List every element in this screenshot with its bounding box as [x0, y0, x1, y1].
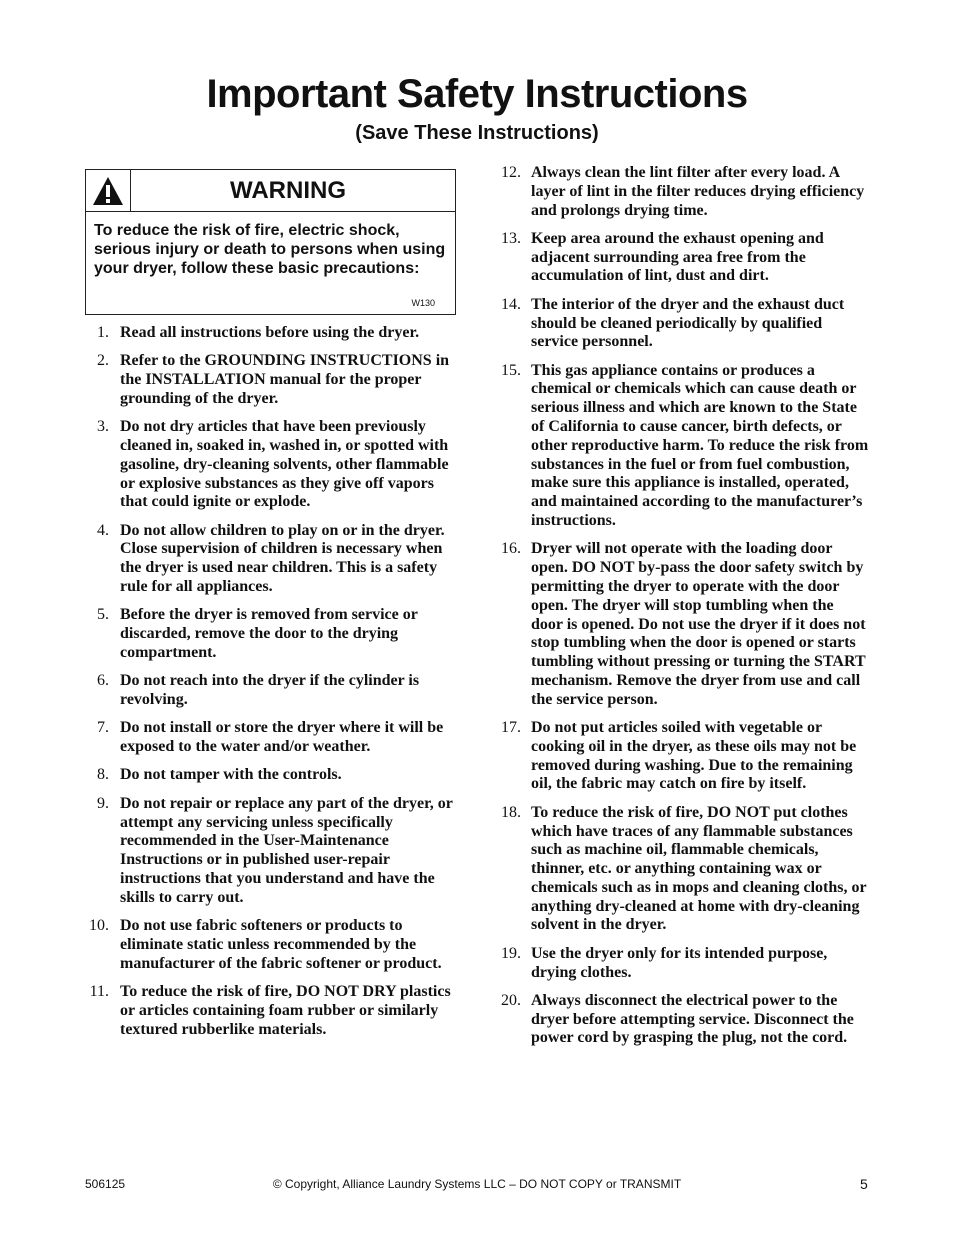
item-number: 14.: [501, 295, 521, 313]
item-number: 4.: [97, 521, 109, 539]
warning-box: [85, 169, 456, 315]
item-text: To reduce the risk of fire, DO NOT put clothes which have traces of any flammable substances such as machine oil, flammable chemicals, thinner, etc. or anything containing wax or chemicals such as in mops and cleaning cloths, or anything dry-cleaned at home with dry-cleaning solvent in the dryer.: [531, 803, 867, 934]
warning-icon-cell: [86, 170, 131, 211]
list-item: [497, 992, 869, 1048]
list-item: [497, 362, 869, 531]
item-text: Dryer will not operate with the loading door open. DO NOT by-pass the door safety switch by permitting the dryer to operate with the door open. The dryer will stop tumbling when the door is opened. Do not use the dryer if it does not stop tumbling when the door is opened or starts tumbling without pressing or turning the START mechanism. Remove the dryer from use and call the service person.: [531, 540, 866, 708]
list-item: [497, 296, 869, 352]
item-text: To reduce the risk of fire, DO NOT DRY plastics or articles containing foam rubber or similarly textured rubberlike materials.: [120, 982, 451, 1038]
page-number: 5: [860, 1176, 868, 1192]
list-item: [85, 352, 458, 408]
item-text: Always disconnect the electrical power to the dryer before attempting service. Disconnect the power cord by grasping the plug, not the cord.: [531, 991, 854, 1047]
item-text: Do not use fabric softeners or products to eliminate static unless recommended by the manufacturer of the fabric softener or product.: [120, 917, 442, 972]
item-number: 15.: [501, 361, 521, 379]
warning-triangle-icon: [91, 175, 125, 207]
document-number: 506125: [85, 1177, 126, 1191]
item-text: Keep area around the exhaust opening and adjacent surrounding area free from the accumulation of lint, dust and dirt.: [531, 229, 824, 285]
item-number: 10.: [89, 917, 109, 935]
item-text: Do not allow children to play on or in the dryer. Close supervision of children is necessary when the dryer is used near children. This is a safety rule for all appliances.: [120, 521, 445, 596]
item-number: 17.: [501, 719, 521, 737]
item-text: Before the dryer is removed from service or discarded, remove the door to the drying compartment.: [120, 606, 418, 661]
item-number: 7.: [97, 719, 109, 737]
item-text: Use the dryer only for its intended purpose, drying clothes.: [531, 944, 828, 981]
instruction-list-left: [85, 324, 458, 1049]
item-number: 3.: [97, 418, 109, 436]
list-item: [497, 719, 869, 794]
warning-code: W130: [411, 298, 435, 308]
list-item: [85, 418, 458, 512]
page-subtitle: (Save These Instructions): [355, 122, 599, 144]
item-number: 12.: [501, 164, 521, 181]
page-title: Important Safety Instructions: [206, 72, 748, 116]
list-item: [497, 164, 869, 220]
item-text: Refer to the GROUNDING INSTRUCTIONS in the INSTALLATION manual for the proper grounding of the dryer.: [120, 352, 450, 407]
list-item: [85, 766, 458, 785]
item-number: 6.: [97, 672, 109, 690]
item-number: 16.: [501, 540, 521, 558]
item-text: Do not tamper with the controls.: [120, 766, 342, 784]
item-number: 13.: [501, 229, 521, 247]
list-item: [85, 672, 458, 710]
item-number: 19.: [501, 944, 521, 962]
item-text: This gas appliance contains or produces a chemical or chemicals which can cause death or serious illness and which are known to the State of California to cause cancer, birth defects, or other reproductive harm. To reduce the risk from substances in the fuel or from fuel combustion, make sure this appliance is installed, operated, and maintained according to the manufacturer’s instructions.: [531, 361, 869, 530]
list-item: [85, 983, 458, 1039]
list-item: [497, 804, 869, 936]
list-item: [85, 522, 458, 597]
list-item: [497, 230, 869, 286]
item-number: 5.: [97, 606, 109, 624]
item-text: Do not put articles soiled with vegetable or cooking oil in the dryer, as these oils may not be removed during washing. Due to the remaining oil, the fabric may catch on fire by itself.: [531, 719, 857, 793]
item-text: Do not repair or replace any part of the dryer, or attempt any servicing unless specifically recommended in the User-Maintenance Instructions or in published user-repair instructions that you understand and have the skills to carry out.: [120, 794, 453, 906]
item-number: 1.: [97, 324, 109, 341]
copyright-notice: © Copyright, Alliance Laundry Systems LLC – DO NOT COPY or TRANSMIT: [272, 1177, 682, 1191]
item-number: 2.: [97, 352, 109, 370]
item-number: 20.: [501, 991, 521, 1009]
list-item: [497, 540, 869, 709]
list-item: [85, 917, 458, 973]
item-text: Read all instructions before using the dryer.: [120, 324, 420, 341]
list-item: [85, 795, 458, 908]
item-number: 9.: [97, 794, 109, 812]
item-text: Do not install or store the dryer where it will be exposed to the water and/or weather.: [120, 719, 444, 756]
list-item: [85, 324, 458, 343]
warning-header: [86, 170, 455, 212]
item-number: 11.: [89, 982, 109, 1000]
item-text: Do not reach into the dryer if the cylinder is revolving.: [120, 672, 420, 709]
item-text: Do not dry articles that have been previously cleaned in, soaked in, washed in, or spotted with gasoline, dry-cleaning solvents, other flammable or explosive substances as they give off vapors that could ignite or explode.: [120, 418, 449, 511]
instruction-list-right: [497, 164, 869, 1058]
warning-label: WARNING: [230, 177, 346, 204]
list-item: [85, 719, 458, 757]
warning-text: To reduce the risk of fire, electric shock, serious injury or death to persons when using your dryer, follow these basic precautions:: [94, 222, 446, 277]
item-number: 18.: [501, 803, 521, 821]
item-text: Always clean the lint filter after every load. A layer of lint in the filter reduces drying efficiency and prolongs drying time.: [531, 164, 865, 219]
list-item: [497, 945, 869, 983]
item-text: The interior of the dryer and the exhaust duct should be cleaned periodically by qualified service personnel.: [531, 295, 845, 351]
item-number: 8.: [97, 766, 109, 784]
list-item: [85, 606, 458, 662]
